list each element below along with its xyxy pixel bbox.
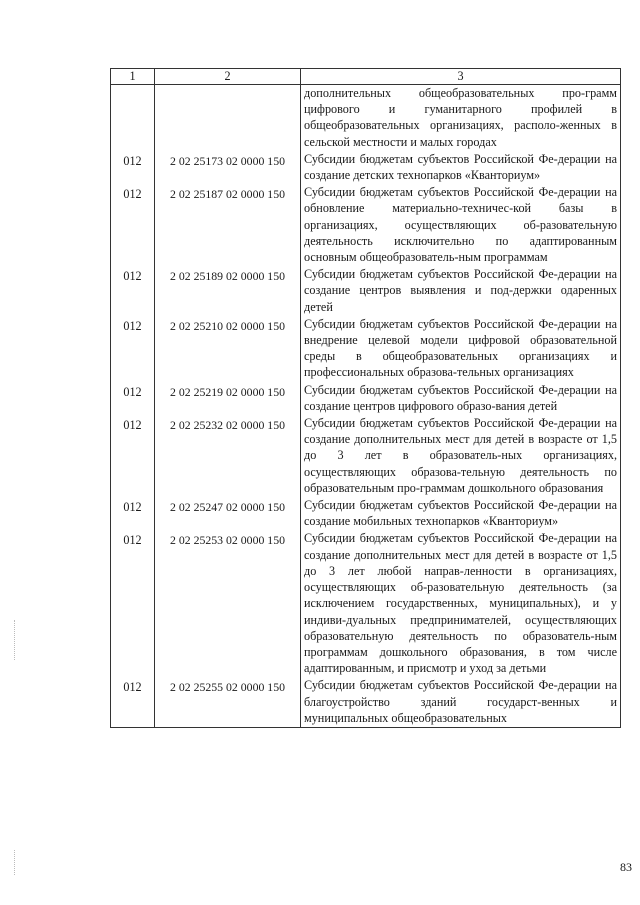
header-col-1: 1	[111, 69, 155, 85]
header-col-2: 2	[155, 69, 301, 85]
table-header-row	[111, 69, 621, 85]
budget-code-cell: 2 02 25247 02 0000 150	[155, 497, 301, 530]
admin-code-cell: 012	[111, 382, 155, 415]
table-row	[111, 184, 621, 266]
table-row	[111, 415, 621, 497]
description-cell: дополнительных общеобразовательных про-грамм цифрового и гуманитарного профилей в общеобразовательных организациях, располо-женных в сельской местности и малых городах	[301, 85, 621, 151]
budget-code-cell: 2 02 25255 02 0000 150	[155, 677, 301, 727]
budget-code-cell: 2 02 25173 02 0000 150	[155, 151, 301, 184]
description-cell: Субсидии бюджетам субъектов Российской Фе-дерации на создание центров цифрового образо-вания детей	[301, 382, 621, 415]
page-number: 83	[620, 860, 632, 874]
header-col-3: 3	[301, 69, 621, 85]
description-cell: Субсидии бюджетам субъектов Российской Фе-дерации на создание дополнительных мест для детей в возрасте от 1,5 до 3 лет любой направ-ленности в организациях, осуществляющих об-разовательную деятельность (за исключением государственных, муниципальных), и у индиви-дуальных предпринимателей, осуществляющих образовательную деятельность по образователь-ным программам дошкольного образования, в том числе адаптированным, и присмотр и уход за детьми	[301, 530, 621, 677]
admin-code-cell: 012	[111, 497, 155, 530]
description-cell: Субсидии бюджетам субъектов Российской Фе-дерации на внедрение целевой модели цифровой образовательной среды в общеобразовательных организациях и профессиональных образова-тельных организациях	[301, 316, 621, 382]
scan-margin-mark-top	[14, 620, 16, 660]
description-cell: Субсидии бюджетам субъектов Российской Фе-дерации на обновление материально-техничес-кой базы в организациях, осуществляющих об-разовательную деятельность исключительно по адаптированным основным общеобразователь-ным программам	[301, 184, 621, 266]
admin-code-cell: 012	[111, 530, 155, 677]
admin-code-cell: 012	[111, 151, 155, 184]
table-row	[111, 316, 621, 382]
table-row	[111, 530, 621, 677]
budget-code-cell	[155, 85, 301, 151]
budget-code-cell: 2 02 25187 02 0000 150	[155, 184, 301, 266]
budget-code-cell: 2 02 25210 02 0000 150	[155, 316, 301, 382]
scan-margin-mark-bottom	[14, 850, 16, 875]
budget-code-cell: 2 02 25253 02 0000 150	[155, 530, 301, 677]
admin-code-cell: 012	[111, 316, 155, 382]
table-row	[111, 497, 621, 530]
table-row	[111, 677, 621, 727]
description-cell: Субсидии бюджетам субъектов Российской Фе-дерации на благоустройство зданий государст-венных и муниципальных общеобразовательных	[301, 677, 621, 727]
description-cell: Субсидии бюджетам субъектов Российской Фе-дерации на создание детских технопарков «Кванториум»	[301, 151, 621, 184]
admin-code-cell: 012	[111, 184, 155, 266]
description-cell: Субсидии бюджетам субъектов Российской Фе-дерации на создание центров выявления и под-держки одаренных детей	[301, 266, 621, 316]
table-row	[111, 85, 621, 151]
admin-code-cell: 012	[111, 415, 155, 497]
description-cell: Субсидии бюджетам субъектов Российской Фе-дерации на создание мобильных технопарков «Кванториум»	[301, 497, 621, 530]
budget-classification-table	[110, 68, 621, 728]
table-row	[111, 382, 621, 415]
budget-code-cell: 2 02 25189 02 0000 150	[155, 266, 301, 316]
admin-code-cell	[111, 85, 155, 151]
table-row	[111, 266, 621, 316]
admin-code-cell: 012	[111, 266, 155, 316]
admin-code-cell: 012	[111, 677, 155, 727]
budget-code-cell: 2 02 25219 02 0000 150	[155, 382, 301, 415]
description-cell: Субсидии бюджетам субъектов Российской Фе-дерации на создание дополнительных мест для детей в возрасте от 1,5 до 3 лет в образователь-ных организациях, осуществляющих образова-тельную деятельность по образовательным про-граммам дошкольного образования	[301, 415, 621, 497]
budget-code-cell: 2 02 25232 02 0000 150	[155, 415, 301, 497]
table-row	[111, 151, 621, 184]
